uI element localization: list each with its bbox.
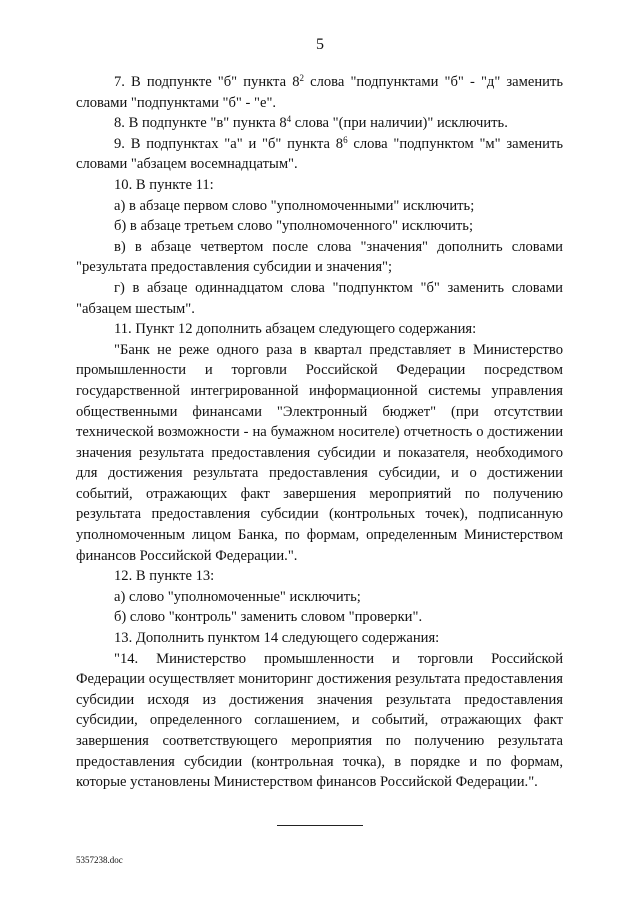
superscript: 6 [343, 134, 348, 145]
paragraph-item-8: 8. В подпункте "в" пункта $8^4$ слова "(при наличии)" исключить. [114, 114, 508, 132]
quoted-text-item-14: "14. Министерство промышленности и торговли Российской Федерации осуществляет мониторинг достижения результата предоставления субсидии исходя из достижения значения результата предоставления субсидии, определенного соглашением, и событий, отражающих факт завершения соответствующего мероприятия по получению результата предоставления субсидии (контрольная точка), в порядке и по формам, которые установлены Министерством финансов Российской Федерации.". [76, 650, 563, 791]
superscript: 4 [286, 114, 292, 125]
subparagraph-a: а) слово "уполномоченные" исключить; [114, 588, 361, 605]
paragraph-item-12: 12. В пункте 13: [114, 568, 215, 585]
subparagraph-g: г) в абзаце одиннадцатом слова "подпунктом "б" заменить словами "абзацем шестым". [76, 279, 563, 317]
file-reference: 5357238.doc [76, 855, 123, 865]
page-number: 5 [316, 36, 324, 53]
quoted-text-bank: "Банк не реже одного раза в квартал представляет в Министерство промышленности и торговли Российской Федерации посредством государственной интегрированной информационной системы управления общественными финансами "Электронный бюджет" (при отсутствии технической возможности - на бумажном носителе) отчетность о достижении значения результата предоставления субсидии и показателя, необходимого для достижения результата предоставления субсидии, и о достижении событий, отражающих факт завершения мероприятий по получению результата предоставления субсидии (контрольных точек), подписанную уполномоченным лицом Банка, по формам, определенным Министерством финансов Российской Федерации.". [76, 341, 563, 564]
separator-line [277, 825, 363, 826]
subparagraph-b: б) в абзаце третьем слово "уполномоченного" исключить; [114, 218, 474, 235]
paragraph-item-13: 13. Дополнить пунктом 14 следующего содержания: [114, 630, 440, 647]
subparagraph-v: в) в абзаце четвертом после слова "значения" дополнить словами "результата предоставления субсидии и значения"; [76, 238, 563, 276]
paragraph-item-9: 9. В подпунктах "а" и "б" пункта $8^6$ слова "подпунктом "м" заменить словами "абзацем восемнадцатым". [76, 134, 564, 173]
paragraph-item-11: 11. Пункт 12 дополнить абзацем следующего содержания: [114, 321, 477, 338]
paragraph-item-7: 7. В подпункте "б" пункта $8^2$ слова "подпунктами "б" - "д" заменить словами "подпунктами "б" - "е". [76, 73, 564, 111]
subparagraph-a: а) в абзаце первом слово "уполномоченными" исключить; [114, 197, 475, 214]
document-body [76, 72, 563, 793]
subparagraph-b: б) слово "контроль" заменить словом "проверки". [114, 609, 423, 626]
superscript: 2 [299, 73, 304, 83]
paragraph-item-10: 10. В пункте 11: [114, 176, 214, 193]
